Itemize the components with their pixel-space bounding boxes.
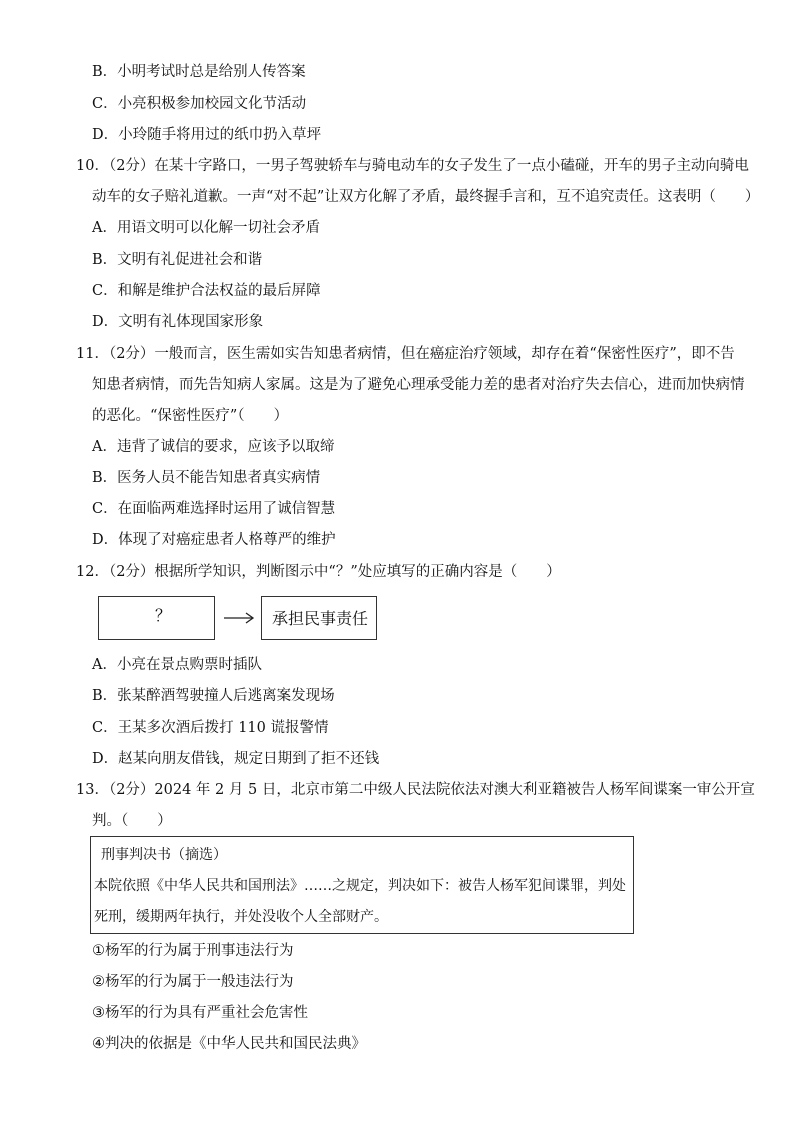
excerpt-line1: 本院依照《中华人民共和国刑法》……之规定，判决如下：被告人杨军犯间谍罪，判处 [94,878,626,894]
q13-statement-3: ③杨军的行为具有严重社会危害性 [92,1005,308,1021]
q11-stem-line2: 知患者病情，而先告知病人家属。这是为了避免心理承受能力差的患者对治疗失去信心，进而加快病情 [92,377,745,393]
excerpt-title: 刑事判决书（摘选） [101,847,227,863]
q10-option-d: D．文明有礼体现国家形象 [92,314,264,330]
q11-option-b: B．医务人员不能告知患者真实病情 [92,470,321,486]
q12-option-b: B．张某醉酒驾驶撞人后逃离案发现场 [92,688,335,704]
q9-option-d: D．小玲随手将用过的纸巾扔入草坪 [92,127,322,143]
q12-option-d: D．赵某向朋友借钱，规定日期到了拒不还钱 [92,751,380,767]
q9-option-b: B．小明考试时总是给别人传答案 [92,64,306,80]
judgment-excerpt-box [90,836,634,934]
q10-stem-line2: 动车的女子赔礼道歉。一声“对不起”让双方化解了矛盾，最终握手言和，互不追究责任。这表明（ ） [92,189,760,205]
diagram-right-box [261,596,377,640]
q10-option-a: A．用语文明可以化解一切社会矛盾 [92,220,320,236]
q12-option-a: A．小亮在景点购票时插队 [92,657,262,673]
q12-option-c: C．王某多次酒后拨打 110 谎报警情 [92,720,329,736]
q11-stem-line1: 11．（2分）一般而言，医生需如实告知患者病情，但在癌症治疗领域，却存在着“保密性医疗”，即不告 [76,346,735,362]
excerpt-line2: 死刑，缓期两年执行，并处没收个人全部财产。 [94,909,388,925]
q13-stem-line1: 13．（2分）2024 年 2 月 5 日，北京市第二中级人民法院依法对澳大利亚籍被告人杨军间谍案一审公开宣 [76,782,755,798]
q10-stem-line1: 10．（2分）在某十字路口，一男子驾驶轿车与骑电动车的女子发生了一点小磕碰，开车的男子主动向骑电 [76,158,749,174]
q10-option-b: B．文明有礼促进社会和谐 [92,252,263,268]
arrow-right-icon [222,610,256,626]
q9-option-c: C．小亮积极参加校园文化节活动 [92,96,307,112]
q11-option-d: D．体现了对癌症患者人格尊严的维护 [92,532,336,548]
q13-statement-2: ②杨军的行为属于一般违法行为 [92,974,294,990]
q11-stem-line3: 的恶化。“保密性医疗”（ ） [92,408,289,424]
diagram-civil-liability-label: 承担民事责任 [272,609,369,628]
q12-stem: 12．（2分）根据所学知识，判断图示中“？”处应填写的正确内容是（ ） [76,564,561,580]
q11-option-a: A．违背了诚信的要求，应该予以取缔 [92,439,335,455]
q11-option-c: C．在面临两难选择时运用了诚信智慧 [92,501,336,517]
q10-option-c: C．和解是维护合法权益的最后屏障 [92,283,321,299]
q13-stem-line2: 判。（ ） [92,813,172,829]
q13-statement-4: ④判决的依据是《中华人民共和国民法典》 [92,1036,366,1052]
diagram-question-mark: ？ [155,606,172,625]
q13-statement-1: ①杨军的行为属于刑事违法行为 [92,943,294,959]
diagram-left-box [98,596,215,640]
